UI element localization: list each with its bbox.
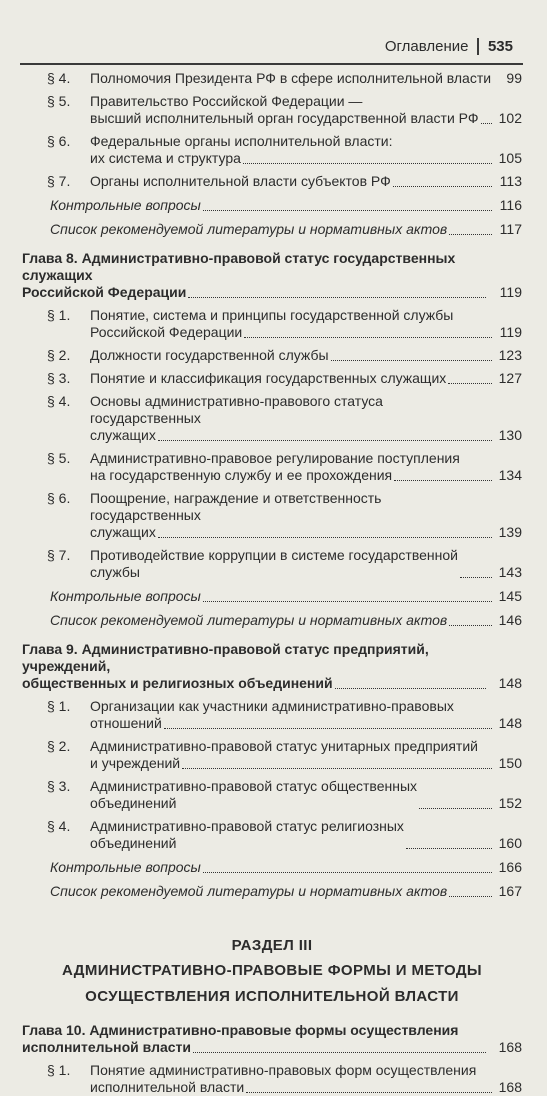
page-ref: 130 [498, 427, 522, 443]
title-line: служащих [90, 427, 156, 443]
entry-title [90, 393, 492, 444]
running-head [385, 38, 513, 55]
entry-title [22, 641, 486, 692]
title-line: высший исполнительный орган государственной власти РФ [90, 110, 479, 126]
section-number: § 4. [47, 818, 71, 834]
page-ref: 148 [498, 675, 522, 691]
title-line: Контрольные вопросы [50, 588, 201, 604]
entry-title [50, 612, 492, 629]
part-title-line: АДМИНИСТРАТИВНО-ПРАВОВЫЕ ФОРМЫ И МЕТОДЫ [61, 962, 483, 979]
title-line: Органы исполнительной власти субъектов РФ [90, 173, 391, 189]
page-ref: 105 [498, 150, 522, 166]
entry-title [90, 347, 492, 364]
entry-title [50, 588, 492, 605]
title-line: Административно-правовой статус унитарных предприятий [90, 738, 478, 754]
title-line: Административно-правовой статус религиозных объединений [90, 818, 404, 851]
entry-title [90, 93, 492, 127]
entry-title [90, 698, 492, 732]
section-title: Оглавление [384, 38, 469, 55]
toc-entry[interactable] [22, 1062, 522, 1096]
title-line: исполнительной власти [90, 1079, 245, 1095]
title-line: Поощрение, награждение и ответственность государственных [90, 490, 382, 523]
toc-entry[interactable] [22, 547, 522, 581]
entry-title [22, 1022, 486, 1056]
section-number: § 2. [47, 738, 71, 754]
title-line: Понятие, система и принципы государственной службы [90, 307, 454, 323]
page-ref: 113 [499, 173, 522, 189]
section-number: § 5. [47, 93, 71, 109]
page-ref: 119 [499, 284, 522, 300]
toc-entry[interactable] [22, 221, 522, 238]
title-line: Основы административно-правового статуса государственных [90, 393, 383, 426]
toc-chapter[interactable] [22, 1022, 522, 1056]
page-ref: 152 [498, 795, 522, 811]
toc-entry[interactable] [22, 70, 522, 87]
title-line: Полномочия Президента РФ в сфере исполнительной власти [90, 70, 492, 86]
section-number: § 3. [47, 370, 71, 386]
page-ref: 168 [498, 1079, 522, 1095]
section-number: § 2. [47, 347, 71, 363]
toc-entry[interactable] [22, 307, 522, 341]
toc-entry[interactable] [22, 612, 522, 629]
toc-entry[interactable] [22, 450, 522, 484]
section-number: § 5. [47, 450, 71, 466]
header-divider [477, 38, 479, 55]
toc-entry[interactable] [22, 197, 522, 214]
title-line: Контрольные вопросы [50, 197, 201, 213]
entry-title [90, 173, 492, 190]
page-ref: 160 [498, 835, 522, 851]
page-ref: 102 [498, 110, 522, 126]
toc-entry[interactable] [22, 347, 522, 364]
title-line: Противодействие коррупции в системе государственной службы [90, 547, 458, 580]
entry-title [90, 307, 492, 341]
toc-entry[interactable] [22, 588, 522, 605]
toc-chapter[interactable] [22, 250, 522, 301]
title-line: их система и структура [90, 150, 241, 166]
title-line: Список рекомендуемой литературы и нормативных актов [50, 612, 448, 628]
entry-title [50, 883, 492, 900]
title-line: общественных и религиозных объединений [22, 675, 333, 691]
entry-title [90, 450, 492, 484]
title-line: Организации как участники административно-правовых [90, 698, 454, 714]
entry-title [50, 197, 492, 214]
toc-entry[interactable] [22, 370, 522, 387]
entry-title [90, 778, 492, 812]
page-ref: 99 [506, 70, 522, 86]
title-line: на государственную службу и ее прохождения [90, 467, 393, 483]
title-line: Должности государственной службы [90, 347, 329, 363]
toc-entry[interactable] [22, 698, 522, 732]
part-title-line: ОСУЩЕСТВЛЕНИЯ ИСПОЛНИТЕЛЬНОЙ ВЛАСТИ [85, 988, 459, 1005]
section-number: § 1. [47, 307, 71, 323]
entry-title [90, 133, 492, 167]
title-line: исполнительной власти [22, 1039, 192, 1055]
part-label: РАЗДЕЛ III [231, 937, 313, 954]
page-ref: 139 [498, 524, 522, 540]
section-number: § 7. [47, 547, 71, 563]
title-line: Административно-правовое регулирование поступления [90, 450, 460, 466]
page-ref: 146 [498, 612, 522, 628]
title-line: отношений [90, 715, 162, 731]
entry-title [50, 221, 492, 238]
toc-entry[interactable] [22, 173, 522, 190]
page-ref: 127 [498, 370, 522, 386]
page-ref: 168 [498, 1039, 522, 1055]
section-number: § 3. [47, 778, 71, 794]
title-line: служащих [90, 524, 156, 540]
title-line: Контрольные вопросы [50, 859, 201, 875]
toc-entry[interactable] [22, 133, 522, 167]
page-ref: 143 [498, 564, 522, 580]
entry-title [90, 70, 492, 87]
page-ref: 150 [498, 755, 522, 771]
page-ref: 134 [498, 467, 522, 483]
title-line: Российской Федерации [90, 324, 243, 340]
entry-title [22, 250, 486, 301]
entry-title [90, 738, 492, 772]
page-ref: 167 [498, 883, 522, 899]
title-line: Глава 9. Административно-правовой статус предприятий, учреждений, [22, 641, 429, 674]
toc-entry[interactable] [22, 93, 522, 127]
entry-title [90, 1062, 492, 1096]
title-line: Административно-правовой статус общественных объединений [90, 778, 418, 811]
section-number: § 7. [47, 173, 71, 189]
page-ref: 148 [498, 715, 522, 731]
title-line: Федеральные органы исполнительной власти: [90, 133, 393, 149]
page-ref: 116 [499, 197, 522, 213]
page-ref: 117 [499, 221, 522, 237]
page-ref: 166 [498, 859, 522, 875]
section-number: § 6. [47, 133, 71, 149]
page-ref: 123 [498, 347, 522, 363]
title-line: Список рекомендуемой литературы и нормативных актов [50, 221, 448, 237]
toc-entry[interactable] [22, 883, 522, 900]
table-of-contents [22, 64, 522, 1096]
title-line: Глава 10. Административно-правовые формы осуществления [22, 1022, 459, 1038]
title-line: Правительство Российской Федерации — [90, 93, 363, 109]
toc-chapter[interactable] [22, 641, 522, 692]
part-heading [22, 936, 522, 1008]
entry-title [90, 818, 492, 852]
toc-entry[interactable] [22, 859, 522, 876]
toc-entry[interactable] [22, 818, 522, 852]
section-number: § 6. [47, 490, 71, 506]
entry-title [90, 490, 492, 541]
toc-entry[interactable] [22, 393, 522, 444]
toc-entry[interactable] [22, 490, 522, 541]
title-line: Понятие и классификация государственных служащих [90, 370, 447, 386]
title-line: и учреждений [90, 755, 181, 771]
section-number: § 4. [47, 393, 71, 409]
entry-title [90, 370, 492, 387]
page-ref: 145 [498, 588, 522, 604]
title-line: Российской Федерации [22, 284, 187, 300]
section-number: § 1. [47, 1062, 71, 1078]
title-line: Список рекомендуемой литературы и нормативных актов [50, 883, 448, 899]
section-number: § 1. [47, 698, 71, 714]
page-ref: 119 [499, 324, 522, 340]
title-line: Глава 8. Административно-правовой статус государственных служащих [22, 250, 456, 283]
toc-entry[interactable] [22, 738, 522, 772]
entry-title [90, 547, 492, 581]
title-line: Понятие административно-правовых форм осуществления [90, 1062, 477, 1078]
entry-title [50, 859, 492, 876]
toc-entry[interactable] [22, 778, 522, 812]
section-number: § 4. [47, 70, 71, 86]
page-number: 535 [487, 38, 513, 55]
